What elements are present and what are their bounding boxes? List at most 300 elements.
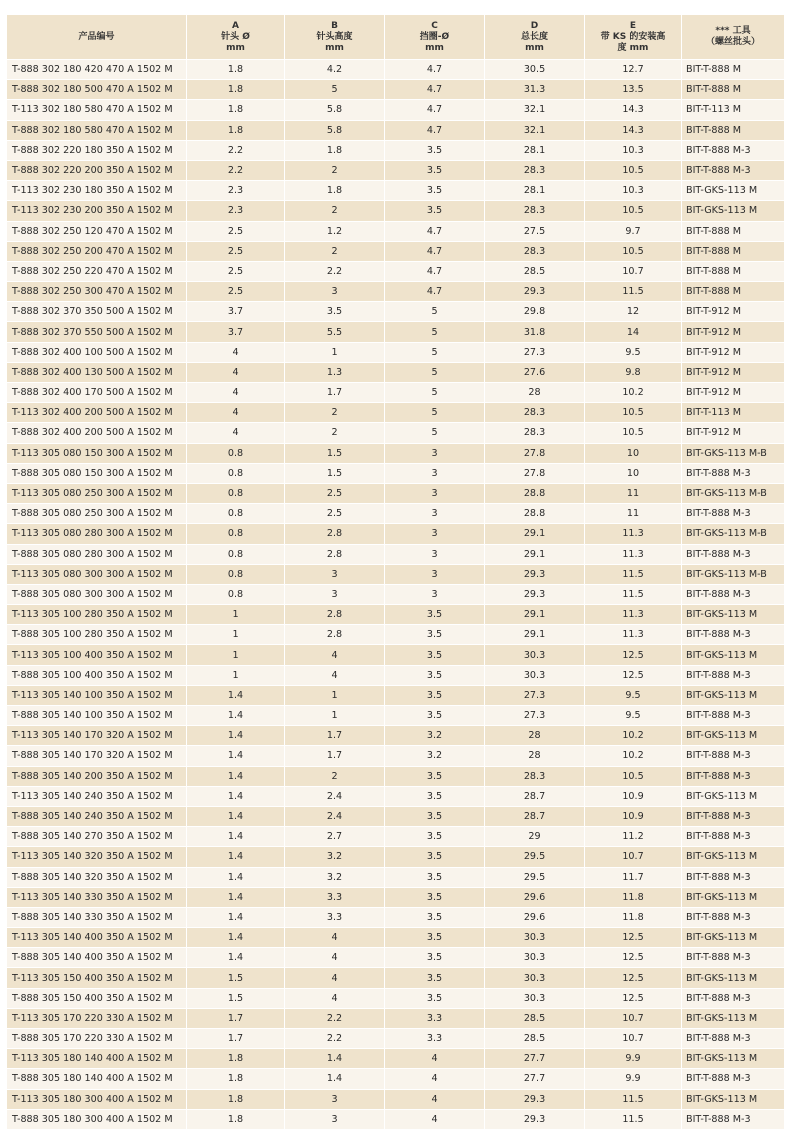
e-cell: 11.5 bbox=[585, 1089, 682, 1109]
table-row bbox=[7, 988, 785, 1008]
product-code-cell: T-888 302 400 130 500 A 1502 M bbox=[7, 362, 187, 382]
c-cell: 3.5 bbox=[385, 806, 485, 826]
table-row bbox=[7, 80, 785, 100]
product-code-cell: T-888 305 100 400 350 A 1502 M bbox=[7, 665, 187, 685]
d-cell: 28 bbox=[485, 383, 585, 403]
tool-cell: BIT-T-888 M-3 bbox=[682, 706, 785, 726]
a-cell: 1 bbox=[187, 605, 285, 625]
tool-cell: BIT-GKS-113 M-B bbox=[682, 564, 785, 584]
c-cell: 3.5 bbox=[385, 685, 485, 705]
c-cell: 3.5 bbox=[385, 968, 485, 988]
table-row bbox=[7, 120, 785, 140]
b-cell: 4 bbox=[285, 928, 385, 948]
e-cell: 10.5 bbox=[585, 160, 682, 180]
product-code-cell: T-113 305 100 400 350 A 1502 M bbox=[7, 645, 187, 665]
tool-cell: BIT-GKS-113 M bbox=[682, 968, 785, 988]
table-row bbox=[7, 504, 785, 524]
d-cell: 28.8 bbox=[485, 504, 585, 524]
e-cell: 10.7 bbox=[585, 1029, 682, 1049]
tool-cell: BIT-T-912 M bbox=[682, 342, 785, 362]
b-cell: 2.8 bbox=[285, 625, 385, 645]
table-row bbox=[7, 342, 785, 362]
c-cell: 3 bbox=[385, 524, 485, 544]
table-row bbox=[7, 706, 785, 726]
a-cell: 3.7 bbox=[187, 322, 285, 342]
header-line: （螺丝批头） bbox=[705, 37, 760, 47]
table-row bbox=[7, 867, 785, 887]
table-row bbox=[7, 443, 785, 463]
c-cell: 5 bbox=[385, 342, 485, 362]
product-code-cell: T-888 305 140 270 350 A 1502 M bbox=[7, 827, 187, 847]
b-cell: 2.2 bbox=[285, 1008, 385, 1028]
e-cell: 11.8 bbox=[585, 887, 682, 907]
c-cell: 3.5 bbox=[385, 140, 485, 160]
b-cell: 1 bbox=[285, 685, 385, 705]
d-cell: 28.8 bbox=[485, 483, 585, 503]
product-code-cell: T-888 305 080 150 300 A 1502 M bbox=[7, 463, 187, 483]
a-cell: 1.4 bbox=[187, 948, 285, 968]
table-row bbox=[7, 241, 785, 261]
a-cell: 2.5 bbox=[187, 282, 285, 302]
table-row bbox=[7, 1029, 785, 1049]
e-cell: 14.3 bbox=[585, 100, 682, 120]
e-cell: 9.5 bbox=[585, 706, 682, 726]
b-cell: 2 bbox=[285, 423, 385, 443]
a-cell: 1 bbox=[187, 625, 285, 645]
e-cell: 11.5 bbox=[585, 584, 682, 604]
tool-cell: BIT-GKS-113 M bbox=[682, 1049, 785, 1069]
b-cell: 3.3 bbox=[285, 887, 385, 907]
e-cell: 11.5 bbox=[585, 282, 682, 302]
a-cell: 2.2 bbox=[187, 140, 285, 160]
tool-cell: BIT-T-888 M bbox=[682, 241, 785, 261]
table-row bbox=[7, 1109, 785, 1129]
product-code-cell: T-888 302 220 180 350 A 1502 M bbox=[7, 140, 187, 160]
e-cell: 9.9 bbox=[585, 1049, 682, 1069]
tool-cell: BIT-T-888 M bbox=[682, 120, 785, 140]
c-cell: 3.5 bbox=[385, 827, 485, 847]
a-cell: 4 bbox=[187, 362, 285, 382]
d-cell: 27.8 bbox=[485, 463, 585, 483]
b-cell: 2.2 bbox=[285, 261, 385, 281]
product-code-cell: T-113 305 140 170 320 A 1502 M bbox=[7, 726, 187, 746]
e-cell: 11 bbox=[585, 504, 682, 524]
product-code-cell: T-113 305 080 280 300 A 1502 M bbox=[7, 524, 187, 544]
c-cell: 3.5 bbox=[385, 706, 485, 726]
product-code-cell: T-888 302 180 580 470 A 1502 M bbox=[7, 120, 187, 140]
header-tool bbox=[682, 15, 785, 60]
d-cell: 29.1 bbox=[485, 605, 585, 625]
product-code-cell: T-888 305 140 320 350 A 1502 M bbox=[7, 867, 187, 887]
tool-cell: BIT-T-888 M bbox=[682, 261, 785, 281]
b-cell: 5.8 bbox=[285, 120, 385, 140]
a-cell: 1.8 bbox=[187, 1109, 285, 1129]
table-row bbox=[7, 746, 785, 766]
tool-cell: BIT-T-113 M bbox=[682, 100, 785, 120]
e-cell: 11.7 bbox=[585, 867, 682, 887]
product-code-cell: T-888 302 180 420 470 A 1502 M bbox=[7, 60, 187, 80]
b-cell: 1.5 bbox=[285, 443, 385, 463]
e-cell: 9.9 bbox=[585, 1069, 682, 1089]
tool-cell: BIT-T-888 M-3 bbox=[682, 806, 785, 826]
b-cell: 4 bbox=[285, 988, 385, 1008]
e-cell: 12.5 bbox=[585, 948, 682, 968]
header-b-tip-height bbox=[285, 15, 385, 60]
c-cell: 4.7 bbox=[385, 60, 485, 80]
header-line: mm bbox=[425, 42, 444, 53]
d-cell: 28.5 bbox=[485, 1029, 585, 1049]
product-code-cell: T-888 305 140 400 350 A 1502 M bbox=[7, 948, 187, 968]
b-cell: 2.4 bbox=[285, 806, 385, 826]
d-cell: 28.7 bbox=[485, 806, 585, 826]
a-cell: 1.8 bbox=[187, 120, 285, 140]
d-cell: 27.7 bbox=[485, 1069, 585, 1089]
header-line: 针头 Ø bbox=[221, 31, 250, 42]
table-row bbox=[7, 322, 785, 342]
d-cell: 29.8 bbox=[485, 302, 585, 322]
e-cell: 11.3 bbox=[585, 544, 682, 564]
header-line: mm bbox=[325, 42, 344, 53]
product-code-cell: T-888 305 080 280 300 A 1502 M bbox=[7, 544, 187, 564]
d-cell: 27.7 bbox=[485, 1049, 585, 1069]
a-cell: 0.8 bbox=[187, 544, 285, 564]
d-cell: 29.3 bbox=[485, 564, 585, 584]
d-cell: 27.3 bbox=[485, 706, 585, 726]
c-cell: 5 bbox=[385, 322, 485, 342]
d-cell: 28 bbox=[485, 726, 585, 746]
a-cell: 4 bbox=[187, 342, 285, 362]
a-cell: 4 bbox=[187, 423, 285, 443]
a-cell: 1.4 bbox=[187, 766, 285, 786]
header-c-collar-diameter bbox=[385, 15, 485, 60]
table-row bbox=[7, 160, 785, 180]
c-cell: 3 bbox=[385, 463, 485, 483]
a-cell: 0.8 bbox=[187, 504, 285, 524]
c-cell: 5 bbox=[385, 383, 485, 403]
a-cell: 1.4 bbox=[187, 806, 285, 826]
e-cell: 10.5 bbox=[585, 241, 682, 261]
product-code-cell: T-888 305 140 170 320 A 1502 M bbox=[7, 746, 187, 766]
c-cell: 4.7 bbox=[385, 80, 485, 100]
a-cell: 0.8 bbox=[187, 564, 285, 584]
d-cell: 30.3 bbox=[485, 948, 585, 968]
table-row bbox=[7, 362, 785, 382]
c-cell: 4.7 bbox=[385, 221, 485, 241]
e-cell: 10 bbox=[585, 443, 682, 463]
d-cell: 28.5 bbox=[485, 1008, 585, 1028]
b-cell: 4 bbox=[285, 645, 385, 665]
d-cell: 29.1 bbox=[485, 524, 585, 544]
e-cell: 10.5 bbox=[585, 201, 682, 221]
header-line: 挡圈-Ø bbox=[419, 31, 450, 42]
product-code-cell: T-888 305 150 400 350 A 1502 M bbox=[7, 988, 187, 1008]
b-cell: 3 bbox=[285, 584, 385, 604]
c-cell: 3.5 bbox=[385, 786, 485, 806]
tool-cell: BIT-GKS-113 M bbox=[682, 605, 785, 625]
c-cell: 3 bbox=[385, 544, 485, 564]
table-body bbox=[7, 60, 785, 1130]
product-code-cell: T-113 305 080 250 300 A 1502 M bbox=[7, 483, 187, 503]
c-cell: 3.5 bbox=[385, 766, 485, 786]
tool-cell: BIT-GKS-113 M-B bbox=[682, 483, 785, 503]
table-row bbox=[7, 948, 785, 968]
table-row bbox=[7, 665, 785, 685]
d-cell: 28 bbox=[485, 746, 585, 766]
product-code-cell: T-113 305 150 400 350 A 1502 M bbox=[7, 968, 187, 988]
product-code-cell: T-888 305 140 240 350 A 1502 M bbox=[7, 806, 187, 826]
b-cell: 2.5 bbox=[285, 504, 385, 524]
e-cell: 10.5 bbox=[585, 766, 682, 786]
c-cell: 4 bbox=[385, 1069, 485, 1089]
table-row bbox=[7, 786, 785, 806]
header-line: 针头高度 bbox=[316, 31, 353, 42]
tool-cell: BIT-T-888 M-3 bbox=[682, 665, 785, 685]
d-cell: 28.3 bbox=[485, 160, 585, 180]
b-cell: 3.2 bbox=[285, 867, 385, 887]
c-cell: 3.5 bbox=[385, 948, 485, 968]
table-header bbox=[7, 15, 785, 60]
table-row bbox=[7, 584, 785, 604]
a-cell: 1.4 bbox=[187, 928, 285, 948]
table-row bbox=[7, 60, 785, 80]
b-cell: 3 bbox=[285, 282, 385, 302]
a-cell: 0.8 bbox=[187, 524, 285, 544]
a-cell: 0.8 bbox=[187, 443, 285, 463]
a-cell: 1.8 bbox=[187, 1069, 285, 1089]
c-cell: 3 bbox=[385, 443, 485, 463]
b-cell: 5.8 bbox=[285, 100, 385, 120]
table-row bbox=[7, 403, 785, 423]
d-cell: 29.3 bbox=[485, 282, 585, 302]
e-cell: 9.5 bbox=[585, 685, 682, 705]
c-cell: 3.5 bbox=[385, 665, 485, 685]
table-row bbox=[7, 282, 785, 302]
e-cell: 13.5 bbox=[585, 80, 682, 100]
header-d-total-length bbox=[485, 15, 585, 60]
e-cell: 10.3 bbox=[585, 181, 682, 201]
c-cell: 4.7 bbox=[385, 100, 485, 120]
b-cell: 5 bbox=[285, 80, 385, 100]
table-row bbox=[7, 201, 785, 221]
e-cell: 10.9 bbox=[585, 786, 682, 806]
d-cell: 29.5 bbox=[485, 867, 585, 887]
b-cell: 1.5 bbox=[285, 463, 385, 483]
product-code-cell: T-113 305 080 150 300 A 1502 M bbox=[7, 443, 187, 463]
d-cell: 29.6 bbox=[485, 907, 585, 927]
product-code-cell: T-888 302 400 200 500 A 1502 M bbox=[7, 423, 187, 443]
tool-cell: BIT-T-888 M-3 bbox=[682, 160, 785, 180]
d-cell: 28.3 bbox=[485, 403, 585, 423]
header-line: B bbox=[331, 20, 338, 31]
product-code-cell: T-113 305 170 220 330 A 1502 M bbox=[7, 1008, 187, 1028]
product-code-cell: T-888 305 080 300 300 A 1502 M bbox=[7, 584, 187, 604]
d-cell: 30.3 bbox=[485, 988, 585, 1008]
table-row bbox=[7, 1008, 785, 1028]
a-cell: 1.4 bbox=[187, 867, 285, 887]
table-row bbox=[7, 524, 785, 544]
tool-cell: BIT-GKS-113 M bbox=[682, 1008, 785, 1028]
a-cell: 1.4 bbox=[187, 827, 285, 847]
a-cell: 1.7 bbox=[187, 1008, 285, 1028]
b-cell: 1.8 bbox=[285, 140, 385, 160]
tool-cell: BIT-GKS-113 M-B bbox=[682, 443, 785, 463]
product-code-cell: T-888 305 180 140 400 A 1502 M bbox=[7, 1069, 187, 1089]
e-cell: 10.7 bbox=[585, 261, 682, 281]
product-code-cell: T-888 305 100 280 350 A 1502 M bbox=[7, 625, 187, 645]
tool-cell: BIT-GKS-113 M bbox=[682, 685, 785, 705]
header-line: 度 mm bbox=[617, 42, 649, 53]
e-cell: 10.9 bbox=[585, 806, 682, 826]
b-cell: 2 bbox=[285, 160, 385, 180]
a-cell: 4 bbox=[187, 403, 285, 423]
tool-cell: BIT-T-888 M bbox=[682, 221, 785, 241]
c-cell: 3.5 bbox=[385, 928, 485, 948]
tool-cell: BIT-T-888 M-3 bbox=[682, 766, 785, 786]
b-cell: 4 bbox=[285, 968, 385, 988]
e-cell: 12.5 bbox=[585, 988, 682, 1008]
e-cell: 10.7 bbox=[585, 847, 682, 867]
tool-cell: BIT-T-888 M-3 bbox=[682, 948, 785, 968]
tool-cell: BIT-T-888 M-3 bbox=[682, 544, 785, 564]
b-cell: 2 bbox=[285, 766, 385, 786]
b-cell: 2.2 bbox=[285, 1029, 385, 1049]
table-row bbox=[7, 544, 785, 564]
d-cell: 27.8 bbox=[485, 443, 585, 463]
header-line: 产品编号 bbox=[78, 31, 115, 42]
b-cell: 3 bbox=[285, 564, 385, 584]
c-cell: 3.5 bbox=[385, 605, 485, 625]
b-cell: 2.8 bbox=[285, 605, 385, 625]
table-row bbox=[7, 1049, 785, 1069]
a-cell: 1.4 bbox=[187, 786, 285, 806]
product-code-cell: T-888 305 180 300 400 A 1502 M bbox=[7, 1109, 187, 1129]
a-cell: 1.8 bbox=[187, 60, 285, 80]
product-code-cell: T-113 305 080 300 300 A 1502 M bbox=[7, 564, 187, 584]
b-cell: 2 bbox=[285, 241, 385, 261]
d-cell: 29.3 bbox=[485, 1089, 585, 1109]
product-code-cell: T-113 305 180 140 400 A 1502 M bbox=[7, 1049, 187, 1069]
tool-cell: BIT-T-113 M bbox=[682, 403, 785, 423]
table-row bbox=[7, 968, 785, 988]
tool-cell: BIT-T-888 M-3 bbox=[682, 907, 785, 927]
e-cell: 12.5 bbox=[585, 665, 682, 685]
tool-cell: BIT-GKS-113 M bbox=[682, 887, 785, 907]
product-code-cell: T-888 305 140 200 350 A 1502 M bbox=[7, 766, 187, 786]
e-cell: 11.3 bbox=[585, 524, 682, 544]
c-cell: 3.5 bbox=[385, 645, 485, 665]
d-cell: 29.6 bbox=[485, 887, 585, 907]
product-code-cell: T-888 302 370 350 500 A 1502 M bbox=[7, 302, 187, 322]
d-cell: 28.3 bbox=[485, 766, 585, 786]
e-cell: 11.3 bbox=[585, 625, 682, 645]
product-code-cell: T-888 302 180 500 470 A 1502 M bbox=[7, 80, 187, 100]
b-cell: 1.2 bbox=[285, 221, 385, 241]
spec-table-container bbox=[6, 14, 784, 1130]
c-cell: 3 bbox=[385, 504, 485, 524]
b-cell: 2 bbox=[285, 403, 385, 423]
tool-cell: BIT-GKS-113 M bbox=[682, 847, 785, 867]
product-code-cell: T-888 305 140 330 350 A 1502 M bbox=[7, 907, 187, 927]
table-row bbox=[7, 827, 785, 847]
c-cell: 5 bbox=[385, 302, 485, 322]
d-cell: 28.5 bbox=[485, 261, 585, 281]
d-cell: 28.3 bbox=[485, 423, 585, 443]
tool-cell: BIT-T-888 M-3 bbox=[682, 140, 785, 160]
c-cell: 4.7 bbox=[385, 241, 485, 261]
c-cell: 3.5 bbox=[385, 988, 485, 1008]
b-cell: 5.5 bbox=[285, 322, 385, 342]
b-cell: 1.4 bbox=[285, 1049, 385, 1069]
product-code-cell: T-113 305 140 240 350 A 1502 M bbox=[7, 786, 187, 806]
tool-cell: BIT-T-888 M-3 bbox=[682, 988, 785, 1008]
c-cell: 3.5 bbox=[385, 181, 485, 201]
product-code-cell: T-888 302 370 550 500 A 1502 M bbox=[7, 322, 187, 342]
b-cell: 4.2 bbox=[285, 60, 385, 80]
e-cell: 10.2 bbox=[585, 746, 682, 766]
a-cell: 1.8 bbox=[187, 1049, 285, 1069]
header-line: C bbox=[431, 20, 438, 31]
a-cell: 1.4 bbox=[187, 706, 285, 726]
tool-cell: BIT-T-888 M-3 bbox=[682, 463, 785, 483]
d-cell: 30.5 bbox=[485, 60, 585, 80]
d-cell: 29.5 bbox=[485, 847, 585, 867]
tool-cell: BIT-T-888 M bbox=[682, 80, 785, 100]
a-cell: 2.5 bbox=[187, 241, 285, 261]
a-cell: 2.3 bbox=[187, 201, 285, 221]
a-cell: 0.8 bbox=[187, 483, 285, 503]
product-code-cell: T-113 305 140 400 350 A 1502 M bbox=[7, 928, 187, 948]
e-cell: 11.5 bbox=[585, 564, 682, 584]
a-cell: 0.8 bbox=[187, 463, 285, 483]
c-cell: 3.2 bbox=[385, 746, 485, 766]
e-cell: 14 bbox=[585, 322, 682, 342]
c-cell: 3.5 bbox=[385, 867, 485, 887]
tool-cell: BIT-T-888 M bbox=[682, 60, 785, 80]
d-cell: 27.6 bbox=[485, 362, 585, 382]
c-cell: 4 bbox=[385, 1109, 485, 1129]
d-cell: 31.8 bbox=[485, 322, 585, 342]
tool-cell: BIT-T-888 M-3 bbox=[682, 827, 785, 847]
table-row bbox=[7, 140, 785, 160]
tool-cell: BIT-T-888 M-3 bbox=[682, 1029, 785, 1049]
d-cell: 31.3 bbox=[485, 80, 585, 100]
header-row bbox=[7, 15, 785, 60]
table-row bbox=[7, 806, 785, 826]
e-cell: 9.8 bbox=[585, 362, 682, 382]
b-cell: 2.5 bbox=[285, 483, 385, 503]
a-cell: 1.8 bbox=[187, 100, 285, 120]
table-row bbox=[7, 766, 785, 786]
a-cell: 1.4 bbox=[187, 726, 285, 746]
table-row bbox=[7, 625, 785, 645]
product-code-cell: T-113 305 140 330 350 A 1502 M bbox=[7, 887, 187, 907]
b-cell: 3.3 bbox=[285, 907, 385, 927]
header-line: A bbox=[232, 20, 239, 31]
a-cell: 2.5 bbox=[187, 221, 285, 241]
header-line: mm bbox=[525, 42, 544, 53]
e-cell: 11.5 bbox=[585, 1109, 682, 1129]
a-cell: 1.4 bbox=[187, 907, 285, 927]
e-cell: 10.2 bbox=[585, 383, 682, 403]
b-cell: 2.4 bbox=[285, 786, 385, 806]
d-cell: 27.3 bbox=[485, 342, 585, 362]
d-cell: 29.1 bbox=[485, 544, 585, 564]
d-cell: 30.3 bbox=[485, 645, 585, 665]
e-cell: 12.5 bbox=[585, 928, 682, 948]
tool-cell: BIT-GKS-113 M bbox=[682, 645, 785, 665]
c-cell: 5 bbox=[385, 362, 485, 382]
b-cell: 1 bbox=[285, 342, 385, 362]
